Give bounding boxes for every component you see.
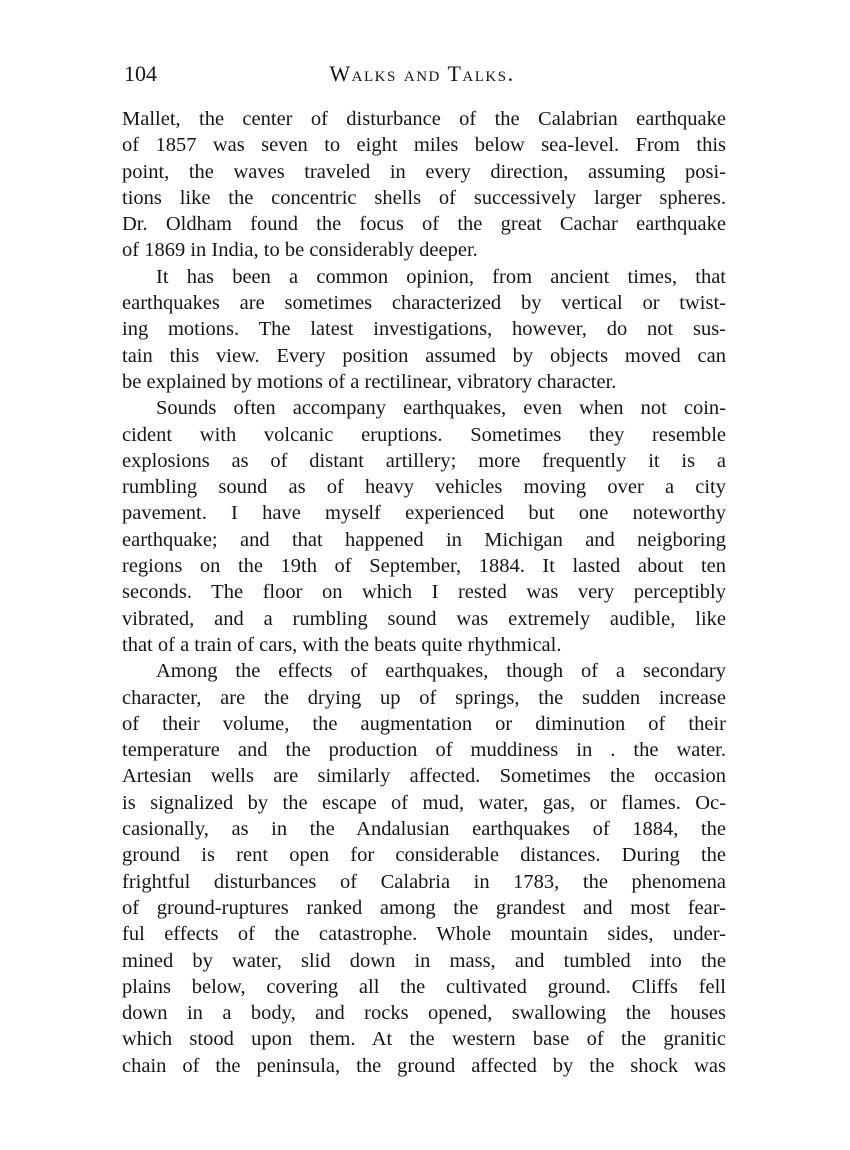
text-line: cident with volcanic eruptions. Sometimes they resemble [122, 423, 726, 446]
text-line: vibrated, and a rumbling sound was extremely audible, like [122, 607, 726, 630]
text-line: It has been a common opinion, from ancient times, that [156, 265, 726, 288]
paragraph [122, 658, 726, 1079]
text-line: ing motions. The latest investigations, however, do not sus- [122, 318, 726, 341]
text-line: Sounds often accompany earthquakes, even when not coin- [156, 397, 726, 420]
text-line: is signalized by the escape of mud, water, gas, or flames. Oc- [122, 791, 726, 814]
text-line: mined by water, slid down in mass, and tumbled into the [122, 949, 726, 972]
text-line: ful effects of the catastrophe. Whole mountain sides, under- [122, 923, 726, 946]
text-line: be explained by motions of a rectilinear, vibratory character. [122, 370, 617, 393]
paragraph [122, 106, 726, 264]
text-line: of ground-ruptures ranked among the grandest and most fear- [122, 896, 726, 919]
text-line: which stood upon them. At the western base of the granitic [122, 1028, 726, 1051]
text-line: regions on the 19th of September, 1884. It lasted about ten [122, 555, 726, 578]
text-line: of 1869 in India, to be considerably deeper. [122, 239, 478, 262]
text-line: pavement. I have myself experienced but one noteworthy [122, 502, 726, 525]
text-line: chain of the peninsula, the ground affected by the shock was [122, 1054, 726, 1077]
text-line: point, the waves traveled in every direction, assuming posi- [122, 160, 726, 183]
page-number: 104 [124, 61, 157, 86]
text-line: down in a body, and rocks opened, swallowing the houses [122, 1002, 726, 1025]
text-line: temperature and the production of muddiness in . the water. [122, 739, 726, 762]
running-title: Walks and Talks. [329, 61, 515, 86]
text-line: of 1857 was seven to eight miles below sea-level. From this [122, 134, 726, 157]
body-text [122, 106, 726, 1079]
text-line: Artesian wells are similarly affected. Sometimes the occasion [122, 765, 726, 788]
text-line: Dr. Oldham found the focus of the great Cachar earthquake [122, 213, 726, 236]
text-line: ground is rent open for considerable distances. During the [122, 844, 726, 867]
paragraph [122, 395, 726, 658]
text-line: tions like the concentric shells of successively larger spheres. [122, 186, 726, 209]
text-line: earthquake; and that happened in Michigan and neigboring [122, 528, 726, 551]
text-line: frightful disturbances of Calabria in 1783, the phenomena [122, 870, 726, 893]
text-line: that of a train of cars, with the beats quite rhythmical. [122, 633, 562, 656]
paragraph [122, 264, 726, 395]
text-line: of their volume, the augmentation or diminution of their [122, 712, 726, 735]
text-line: character, are the drying up of springs, the sudden increase [122, 686, 726, 709]
running-head [122, 58, 726, 94]
text-line: explosions as of distant artillery; more frequently it is a [122, 449, 726, 472]
text-line: Mallet, the center of disturbance of the Calabrian earthquake [122, 108, 726, 130]
text-line: earthquakes are sometimes characterized by vertical or twist- [122, 292, 726, 315]
text-line: rumbling sound as of heavy vehicles moving over a city [122, 476, 726, 499]
text-line: seconds. The floor on which I rested was very perceptibly [122, 581, 726, 604]
text-line: Among the effects of earthquakes, though of a secondary [156, 660, 726, 683]
text-line: casionally, as in the Andalusian earthquakes of 1884, the [122, 818, 726, 841]
text-line: tain this view. Every position assumed by objects moved can [122, 344, 726, 367]
text-line: plains below, covering all the cultivated ground. Cliffs fell [122, 975, 726, 998]
